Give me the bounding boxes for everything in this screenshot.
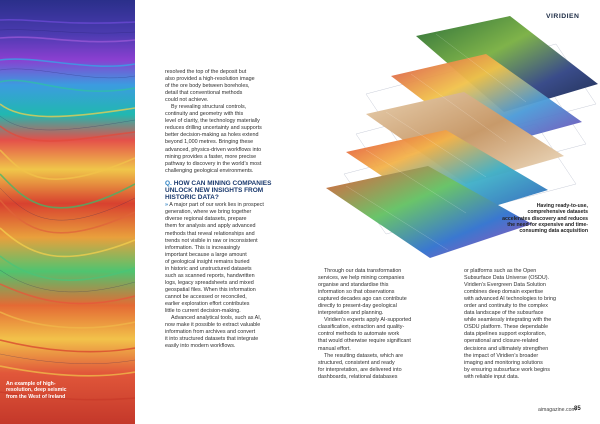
text-line: services, we help mining companies bbox=[318, 275, 405, 282]
text-line: little to current decision-making. bbox=[165, 308, 241, 315]
text-line: by ensuring subsurface work begins bbox=[464, 366, 550, 373]
text-line: directly to present-day geological bbox=[318, 303, 397, 310]
text-line: continuity and geometry with this bbox=[165, 111, 244, 118]
text-line: now make it possible to extract valuable bbox=[165, 322, 261, 329]
text-line: that would otherwise require significant bbox=[318, 338, 411, 345]
page-number: 85 bbox=[574, 406, 581, 412]
text-line: interpretation and planning. bbox=[318, 310, 384, 317]
text-line: such as scanned reports, handwritten bbox=[165, 272, 255, 279]
text-line: resolved the top of the deposit but bbox=[165, 69, 247, 75]
paragraph bbox=[165, 104, 295, 111]
text-line: the impact of Viridien’s broader bbox=[464, 352, 539, 359]
visual-caption bbox=[492, 203, 588, 234]
caption-line: from the West of Ireland bbox=[6, 393, 66, 400]
caption-line: Having ready-to-use, bbox=[536, 203, 588, 209]
paragraph bbox=[464, 268, 594, 381]
text-line: detail that conventional methods bbox=[165, 90, 243, 97]
text-line: them for analysis and apply advanced bbox=[165, 223, 256, 230]
text-line: better decision-making as holes extend bbox=[165, 132, 259, 139]
question-marker: Q. bbox=[165, 179, 172, 187]
text-line: for interpretation, are delivered into bbox=[318, 366, 402, 373]
text-line: data landscape of the subsurface bbox=[464, 310, 544, 317]
text-line: beyond 1,000 metres. Bringing these bbox=[165, 139, 254, 146]
text-line: generation, where we bring together bbox=[165, 209, 252, 216]
heading-line: HISTORIC DATA? bbox=[165, 194, 219, 202]
text-line: Through our data transformation bbox=[324, 268, 402, 274]
text-line: Viridien’s Evergreen Data Solution bbox=[464, 282, 546, 289]
footer-website: aimagazine.com bbox=[538, 407, 576, 413]
text-line: important because a large amount bbox=[165, 251, 247, 258]
text-line: trends not visible in raw or inconsistent bbox=[165, 237, 258, 244]
text-line: with reliable input data. bbox=[464, 373, 520, 380]
text-line: level of clarity, the technology materially bbox=[165, 118, 260, 125]
brand-logo: VIRIDIEN bbox=[546, 13, 580, 20]
text-line: captured decades ago can contribute bbox=[318, 296, 407, 303]
article-column-2 bbox=[318, 268, 443, 381]
paragraph bbox=[318, 353, 443, 360]
caption-line: comprehensive datasets bbox=[527, 209, 588, 216]
text-line: The resulting datasets, which are bbox=[324, 352, 404, 359]
text-line: operational and closure-related bbox=[464, 338, 539, 345]
text-line: pathway to discovery in the world’s most bbox=[165, 160, 262, 167]
text-line: Advanced analytical tools, such as AI, bbox=[171, 315, 262, 322]
text-line: easily into modern workflows. bbox=[165, 343, 236, 350]
caption-line: resolution, deep seismic bbox=[6, 387, 67, 394]
paragraph bbox=[318, 268, 443, 275]
text-line: Viridien’s experts apply AI-supported bbox=[324, 317, 412, 324]
text-line: classification, extraction and quality- bbox=[318, 324, 405, 331]
text-line: challenging geological environments. bbox=[165, 167, 254, 174]
paragraph bbox=[318, 360, 443, 381]
text-line: structured, consistent and ready bbox=[318, 359, 395, 366]
text-line: organise and standardise this bbox=[318, 282, 389, 289]
text-line: mining provides a faster, more precise bbox=[165, 153, 257, 160]
text-line: information so that observations bbox=[318, 289, 395, 296]
caption-line: the need for expensive and time- bbox=[507, 221, 588, 228]
text-line: advanced, physics-driven workflows into bbox=[165, 146, 262, 153]
text-line: A major part of our work lies in prospect bbox=[169, 202, 264, 209]
heading-line: UNLOCK NEW INSIGHTS FROM bbox=[165, 186, 264, 194]
text-line: manual effort. bbox=[318, 345, 351, 352]
seismic-image bbox=[0, 0, 135, 424]
caption-line: consuming data acquisition bbox=[519, 228, 588, 235]
text-line: OSDU platform. These dependable bbox=[464, 324, 549, 331]
answer-marker: » bbox=[165, 202, 168, 209]
text-line: in historic and unstructured datasets bbox=[165, 265, 252, 272]
text-line: information from archives and convert bbox=[165, 329, 256, 336]
question-heading bbox=[165, 180, 295, 202]
text-line: control methods to automate work bbox=[318, 331, 400, 338]
text-line: cannot be accessed or reconciled, bbox=[165, 293, 247, 300]
image-caption bbox=[6, 381, 106, 400]
paragraph bbox=[318, 275, 443, 317]
paragraph bbox=[165, 111, 295, 174]
article-column-3 bbox=[464, 268, 594, 381]
text-line: of geological insight remains buried bbox=[165, 258, 250, 265]
text-line: geospatial files. When this information bbox=[165, 286, 256, 293]
text-line: imaging and monitoring solutions bbox=[464, 359, 543, 366]
paragraph bbox=[165, 322, 295, 350]
text-line: dashboards, relational databases bbox=[318, 373, 398, 380]
text-line: order and continuity to the complex bbox=[464, 303, 548, 310]
paragraph bbox=[318, 317, 443, 324]
text-line: while seamlessly integrating with the bbox=[464, 317, 552, 324]
paragraph bbox=[165, 69, 295, 104]
text-line: information. This is increasingly bbox=[165, 244, 241, 251]
text-line: logs, legacy spreadsheets and mixed bbox=[165, 279, 254, 286]
text-line: diverse regional datasets, prepare bbox=[165, 216, 247, 223]
heading-line: HOW CAN MINING COMPANIES bbox=[173, 179, 272, 187]
text-line: combines deep domain expertise bbox=[464, 289, 544, 296]
paragraph bbox=[318, 324, 443, 352]
text-line: earlier exploration effort contributes bbox=[165, 300, 250, 307]
text-line: data pipelines support exploration, bbox=[464, 331, 547, 338]
paragraph bbox=[165, 315, 295, 322]
text-line: decisions and ultimately strengthen bbox=[464, 345, 549, 352]
caption-line: accelerates discovery and reduces bbox=[502, 215, 588, 222]
text-line: By revealing structural controls, bbox=[171, 104, 247, 111]
text-line: it into structured datasets that integrate bbox=[165, 336, 259, 343]
text-line: of the ore body between boreholes, bbox=[165, 83, 250, 90]
text-line: could not achieve. bbox=[165, 97, 209, 104]
seismic-section-graphic bbox=[0, 0, 135, 424]
text-line: reduces drilling uncertainty and supports bbox=[165, 125, 262, 132]
text-line: with advanced AI technologies to bring bbox=[464, 296, 557, 303]
text-line: Subsurface Data Universe (OSDU). bbox=[464, 275, 550, 282]
answer-paragraph bbox=[165, 202, 295, 315]
text-line: or platforms such as the Open bbox=[464, 268, 537, 274]
caption-line: An example of high- bbox=[6, 381, 56, 387]
text-line: methods that reveal relationships and bbox=[165, 230, 255, 237]
article-column-1 bbox=[165, 69, 295, 350]
text-line: also provided a high-resolution image bbox=[165, 76, 255, 83]
